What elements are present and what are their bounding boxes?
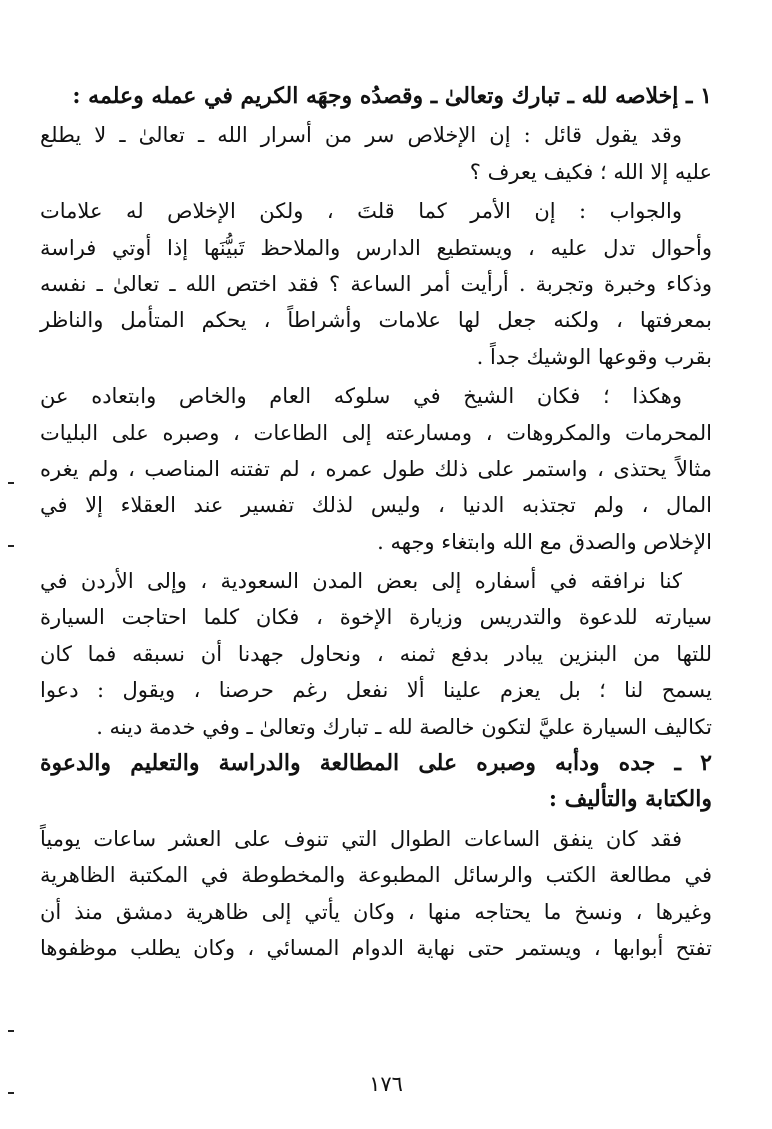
margin-mark [8, 1092, 14, 1094]
paragraph-line: تفتح أبوابها ، ويستمر حتى نهاية الدوام المسائي ، وكان يطلب موظفوها [40, 935, 712, 960]
section-heading-1: ١ ـ إخلاصه لله ـ تبارك وتعالىٰ ـ وقصدُه وجهَه الكريم في عمله وعلمه : [72, 83, 712, 109]
paragraph-line: سيارته للدعوة والتدريس وزيارة الإخوة ، فكان كلما احتاجت السيارة [40, 605, 712, 630]
paragraph-line: الإخلاص والصدق مع الله وابتغاء وجهه . [377, 529, 712, 554]
paragraph-line: والجواب : إن الأمر كما قلتَ ، ولكن الإخلاص له علامات [40, 199, 682, 224]
margin-mark [8, 545, 14, 547]
paragraph-line: في مطالعة الكتب والرسائل المطبوعة والمخطوطة في المكتبة الظاهرية [40, 863, 712, 888]
paragraph-line: وأحوال تدل عليه ، ويستطيع الدارس والملاحظ تَبيُّنَها إذا أوتي فراسة [40, 235, 712, 260]
paragraph-line: وذكاء وخبرة وتجربة . أرأيت أمر الساعة ؟ فقد اختص الله ـ تعالىٰ ـ نفسه [40, 271, 712, 296]
paragraph-line: المحرمات والمكروهات ، ومسارعته إلى الطاعات ، وصبره على البليات [40, 420, 712, 445]
page-body [40, 78, 712, 966]
paragraph-line: وغيرها ، ونسخ ما يحتاجه منها ، وكان يأتي إلى ظاهرية دمشق منذ أن [40, 899, 712, 924]
page-number: ١٧٦ [369, 1072, 403, 1096]
paragraph-line: عليه إلا الله ؛ فكيف يعرف ؟ [469, 159, 712, 184]
paragraph-line: المال ، ولم تجتذبه الدنيا ، وليس لذلك تفسير عند العقلاء إلا في [40, 493, 712, 518]
section-heading-2-continued: والكتابة والتأليف : [548, 786, 712, 813]
margin-mark [8, 1030, 14, 1032]
paragraph-line: وهكذا ؛ فكان الشيخ في سلوكه العام والخاص وابتعاده عن [40, 384, 682, 409]
paragraph-line: يسمح لنا ؛ بل يعزم علينا ألا نفعل رغم حرصنا ، ويقول : دعوا [40, 678, 712, 703]
paragraph-line: مثالاً يحتذى ، واستمر على ذلك طول عمره ، لم تفتنه المناصب ، ولم يغره [40, 456, 712, 481]
section-heading-2: ٢ ـ جده ودأبه وصبره على المطالعة والدراسة والتعليم والدعوة [40, 750, 712, 777]
paragraph-line: للتها من البنزين يبادر بدفع ثمنه ، ونحاول جهدنا أن نسبقه فما كان [40, 641, 712, 666]
margin-mark [8, 482, 14, 484]
paragraph-line: تكاليف السيارة عليَّ لتكون خالصة لله ـ تبارك وتعالىٰ ـ وفي خدمة دينه . [96, 714, 712, 739]
paragraph-line: بمعرفتها ، ولكنه جعل لها علامات وأشراطاً ، يحكم المتأمل والناظر [40, 308, 712, 333]
paragraph-line: كنا نرافقه في أسفاره إلى بعض المدن السعودية ، وإلى الأردن في [40, 569, 682, 594]
paragraph-line: فقد كان ينفق الساعات الطوال التي تنوف على العشر ساعات يومياً [40, 826, 682, 851]
paragraph-line: وقد يقول قائل : إن الإخلاص سر من أسرار الله ـ تعالىٰ ـ لا يطلع [40, 123, 682, 148]
paragraph-line: بقرب وقوعها الوشيك جداً . [476, 344, 712, 369]
